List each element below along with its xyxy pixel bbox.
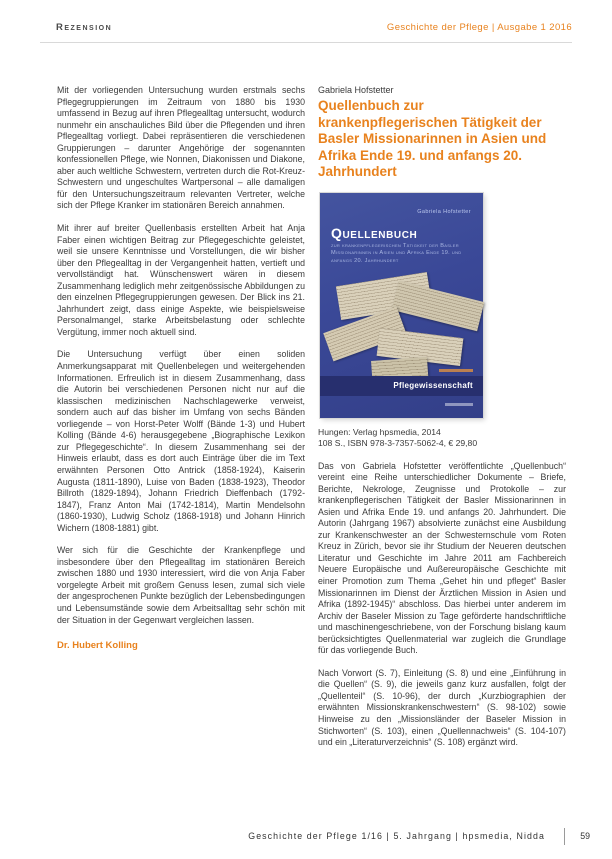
book-author: Gabriela Hofstetter [318,85,394,95]
footer-journal-line: Geschichte der Pflege 1/16 | 5. Jahrgang | hpsmedia, Nidda [248,831,545,841]
footer-divider [564,828,565,845]
journal-issue-label: Geschichte der Pflege | Ausgabe 1 2016 [386,22,572,33]
page-footer [0,828,612,848]
page-header [40,22,572,38]
reviewer-signature: Dr. Hubert Kolling [57,640,138,652]
book-column [318,85,566,760]
review-paragraph: Mit ihrer auf breiter Quellenbasis erstellten Arbeit hat Anja Faber einen wichtigen Beitrag zur Pflegegeschichte geleistet, weil sie unsere Kenntnisse und Vorstellungen, die wir bisher über den Pflegealltag in der Vergangenheit hatten, vertieft und vervollständigt hat. Wünschenswert wären in diesem Zusammenhang lediglich mehr zeitgenössische Abbildungen zu den einzelnen Pflegegruppierungen gewesen. Der Blick ins 21. Jahrhundert zeigt, dass einige Aspekte, wie beispielsweise Personalmangel, starke Arbeitsbelastung oder schlechte Vergütung, immer noch aktuell sind. [57,223,305,337]
description-paragraph: Nach Vorwort (S. 7), Einleitung (S. 8) und eine „Einführung in die Quellen“ (S. 9), die jeweils ganz kurz ausfallen, folgt der „Quellenteil“ (S. 10-96), der durch „Kurzbiographien der erwähnten Missionskrankenschwestern“ (S. 98-102) sowie Hinweise zu den „Missionsländer der Baseler Mission in Stichworten“ (S. 103), einen „Quellennachweis“ (S. 104-107) und ein „Literaturverzeichnis“ (S. 108) ergänzt wird. [318,667,566,748]
publication-line: Hungen: Verlag hpsmedia, 2014 [318,426,441,437]
letter-scrap [392,280,485,330]
section-label: Rezension [56,22,113,33]
header-divider [40,42,572,43]
cover-decor-line [445,403,473,406]
cover-series-band [320,376,483,396]
publication-details: 108 S., ISBN 978-3-7357-5062-4, € 29,80 [318,437,478,448]
cover-series-label: Pflegewissenschaft [393,380,473,390]
review-paragraph: Die Untersuchung verfügt über einen soliden Anmerkungsapparat mit Quellenbelegen und weitergehenden Informationen. Erfreulich ist in diesem Zusammenhang, dass die Autorin bei verschiedenen Personen nicht nur auf die klassischen medizinischen Nachschlagewerke verweist, sondern auch auf das bisher im Umfang von sechs Bänden vorliegende – von Horst-Peter Wolff (Bände 1-3) und Hubert Kolling (Bände 4-6) herausgegebene „Biographische Lexikon zur Pflegegeschichte“. In diesem Zusammenhang sei der Hinweis erlaubt, dass es dort auch Einträge über die im Text erwähnten Personen Otto Antrick (1858-1924), Kaiserin Augusta (1811-1890), Luise von Baden (1838-1923), Theodor Billroth (1829-1894), Johann Friedrich Dieffenbach (1792-1847), Franz Anton Mai (1742-1814), Martin Mendelsohn (1860-1930), Ludwig Scholz (1868-1918) und Johann Hinrich Wichern (1808-1881) gibt. [57,349,305,533]
book-title: Quellenbuch zur krankenpflegerischen Tätigkeit der Basler Missionarinnen in Asien und Afrika Ende 19. und anfangs 20. Jahrhundert [318,98,547,179]
description-paragraph: Das von Gabriela Hofstetter veröffentlichte „Quellenbuch“ vereint eine Reihe unterschiedlicher Dokumente – Briefe, Berichte, Nekrologe, Zeugnisse und Protokolle – zur krankenpflegerischen Tätigkeit der Basler Missionarinnen in Asien und Afrika Ende 19. und anfangs 20. Jahrhundert. Die Autorin (Jahrgang 1967) absolvierte zunächst eine Ausbildung zur Krankenschwester an der Schwesternschule vom Roten Kreuz in Zürich, bevor sie ihr Studium der Neueren deutschen Literatur und Geschichte im Jahre 2011 am Fachbereich Neuere Europäische und Außereuropäische Geschichte mit einer Promotion zum Thema „Gehet hin und pfleget“ Basler Missionarinnen im Dienst der Ärztlichen Mission in Asien und Afrika (1892-1945)“ abschloss. Das hierbei unter anderem im Archiv der Baseler Mission zu Tage geförderte handschriftliche und maschinengeschriebene, von der Forschung bislang kaum berücksichtigtes Quellenmaterial war zugleich die Grundlage für das vorliegende Buch. [318,460,566,656]
cover-decor-line [439,369,473,372]
cover-subtitle: zur krankenpflegerischen Tätigkeit der Basler Missionarinnen in Asien und Afrika Ende 19. und anfangs 20. Jahrhundert [331,242,462,264]
cover-title: Quellenbuch [331,224,418,241]
review-paragraph: Wer sich für die Geschichte der Krankenpflege und insbesondere über den Pflegealltag im stationären Bereich zwischen 1880 und 1930 interessiert, wird die von Anja Faber vorgelegte Arbeit mit großem Genuss lesen, zumal sich viele der angesprochenen Punkte bezüglich der Lebensbedingungen und Lebensumstände sowie dem Arbeitsalltag sehr schön mit der Situation in der Gegenwart vergleichen lassen. [57,545,305,625]
cover-author: Gabriela Hofstetter [417,208,471,215]
review-column [57,85,305,651]
review-paragraph: Mit der vorliegenden Untersuchung wurden erstmals sechs Pflegegruppierungen im Zeitraum von 1880 bis 1930 umfassend in Bezug auf ihren Pflegealltag untersucht, wodurch nunmehr ein anschauliches Bild über die Pflegenden und ihren Pflegealltag vorliegt. Dabei repräsentieren die verschiedenen Gruppierungen – darunter Angehörige der sogenannten konfessionellen Pflege, wie Nonnen, Diakonissen und Diakone, aber auch weltliche Schwestern, vertreten durch die Rot-Kreuz-Schwestern und ungeschultes Wartpersonal – alle damaligen für den Untersuchungszeitraum relevanten Vertreter, welche sich der Pflege Kranker im stationären Bereich annahmen. [57,85,305,211]
publication-caption [318,427,566,449]
book-cover-image [320,193,483,418]
page-number: 59 [580,831,590,841]
